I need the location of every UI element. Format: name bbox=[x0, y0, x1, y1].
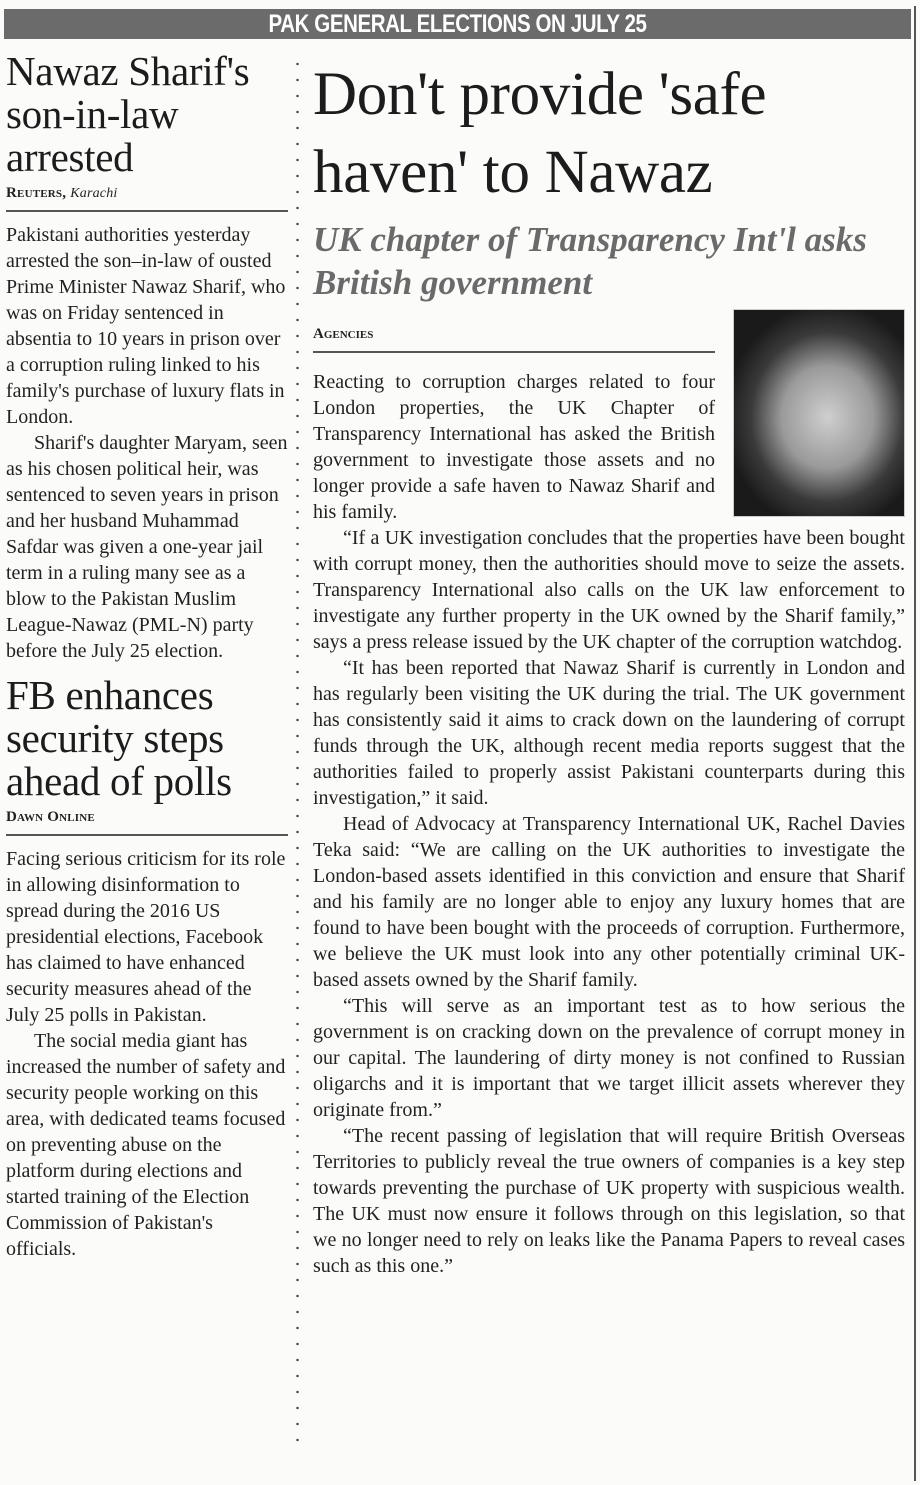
story2-headline: FB enhances security steps ahead of polls bbox=[6, 672, 232, 804]
main-paragraph: “The recent passing of legislation that will require British Overseas Territories to publicly reveal the true owners of companies is a key step towards preventing the purchase of UK property with suspicious wealth. The UK must now ensure it follows through on this legislation, so that we no longer need to rely on leaks like the Panama Papers to reveal cases such as this one.” bbox=[313, 1125, 905, 1277]
byline-rule bbox=[313, 351, 715, 353]
story1-byline-source: Reuters, bbox=[6, 185, 67, 201]
byline-rule bbox=[6, 834, 288, 836]
portrait-photo bbox=[733, 309, 905, 517]
main-paragraph: “This will serve as an important test as to how serious the government is on cracking down on the prevalence of corrupt money in our capital. The laundering of dirty money is not confined to Russian oligarchs and it is important that we target illicit assets wherever they originate from.” bbox=[313, 995, 905, 1121]
story1-headline: Nawaz Sharif's son-in-law arrested bbox=[6, 48, 250, 180]
story1-byline bbox=[6, 185, 288, 202]
story1-paragraph: Pakistani authorities yesterday arrested the son–in-law of ousted Prime Minister Nawaz Sharif, who was on Friday sentenced in absentia to 10 years in prison over a corruption ruling linked to his family's purchase of luxury flats in London. bbox=[6, 224, 286, 428]
main-paragraph: “It has been reported that Nawaz Sharif is currently in London and has regularly been visiting the UK during the trial. The UK government has consistently said it aims to crack down on the laundering of corrupt funds through the UK, although recent media reports suggest that the authorities failed to properly assist Pakistani counterparts during this investigation,” it said. bbox=[313, 657, 905, 809]
byline-rule bbox=[6, 210, 288, 212]
story1-body bbox=[6, 222, 288, 664]
left-column bbox=[6, 50, 288, 1262]
main-paragraph: Head of Advocacy at Transparency International UK, Rachel Davies Teka said: “We are calling on the UK authorities to investigate the London-based assets identified in this conviction and ensure that Sharif and his family are no longer able to enjoy any luxury homes that are found to have been bought with the proceeds of corruption. Furthermore, we believe the UK must look into any other potentially criminal UK-based assets owned by the Sharif family. bbox=[313, 813, 905, 991]
story2-body bbox=[6, 846, 288, 1262]
main-headline: Don't provide 'safe haven' to Nawaz bbox=[313, 61, 767, 206]
column-divider-dotted bbox=[296, 56, 299, 1451]
story2-byline: Dawn Online bbox=[6, 809, 95, 825]
story2-paragraph: The social media giant has increased the number of safety and security people working on this area, with dedicated teams focused on preventing abuse on the platform during elections and started training of the Election Commission of Pakistan's officials. bbox=[6, 1030, 286, 1260]
story2-paragraph: Facing serious criticism for its role in allowing disinformation to spread during the 2016 US presidential elections, Facebook has claimed to have enhanced security measures ahead of the July 25 polls in Pakistan. bbox=[6, 848, 286, 1026]
main-paragraph: “If a UK investigation concludes that the properties have been bought with corrupt money, then the authorities should move to seize the assets. Transparency International also calls on the UK law enforcement to investigate any further property in the UK owned by the Sharif family,” says a press release issued by the UK chapter of the corruption watchdog. bbox=[313, 527, 905, 653]
section-banner bbox=[4, 9, 911, 39]
banner-title: PAK GENERAL ELECTIONS ON JULY 25 bbox=[268, 10, 647, 38]
main-deck: UK chapter of Transparency Int'l asks British government bbox=[313, 220, 867, 302]
main-paragraph: Reacting to corruption charges related to four London properties, the UK Chapter of Transparency International has asked the British government to investigate those assets and no longer provide a safe haven to Nawaz Sharif and his family. bbox=[313, 371, 715, 523]
main-story bbox=[313, 56, 905, 1279]
page-edge-rule bbox=[914, 6, 916, 1481]
main-byline: Agencies bbox=[313, 326, 374, 342]
story1-paragraph: Sharif's daughter Maryam, seen as his chosen political heir, was sentenced to seven years in prison and her husband Muhammad Safdar was given a one-year jail term in a ruling many see as a blow to the Pakistan Muslim League-Nawaz (PML-N) party before the July 25 election. bbox=[6, 432, 288, 662]
story1-byline-place: Karachi bbox=[70, 186, 118, 201]
